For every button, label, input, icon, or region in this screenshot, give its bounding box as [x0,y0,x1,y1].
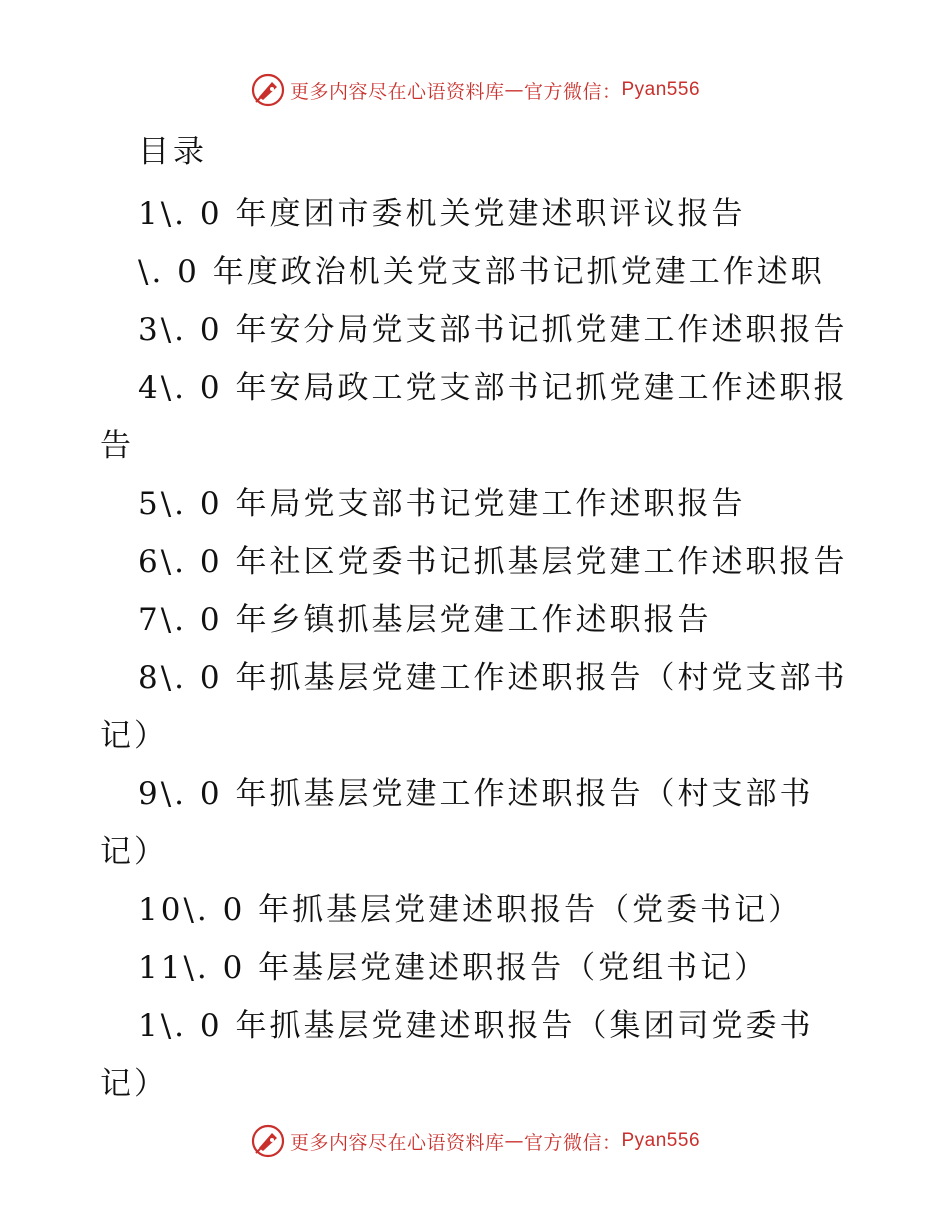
watermark-wechat-label: 官方微信： [523,1131,622,1154]
toc-entry: 6\. 0 年社区党委书记抓基层党建工作述职报告 [138,544,848,580]
watermark-separator: — [504,79,524,101]
toc-entry: 9\. 0 年抓基层党建工作述职报告（村支部书 [138,776,814,812]
toc-entry: \. 0 年度政治机关党支部书记抓党建工作述职 [138,254,825,290]
toc-entry: 7\. 0 年乡镇抓基层党建工作述职报告 [138,602,712,638]
toc-entry: 10\. 0 年抓基层党建述职报告（党委书记） [138,892,803,928]
toc-entry-continuation: 告 [100,428,134,464]
toc-entry-continuation: 记） [100,718,168,754]
pen-nib-logo-icon [250,72,286,108]
watermark-brand-text: 更多内容尽在心语资料库 [289,80,505,103]
watermark-separator: — [504,1130,524,1152]
toc-entry: 3\. 0 年安分局党支部书记抓党建工作述职报告 [138,312,848,348]
pen-nib-logo-icon [250,1123,286,1159]
toc-entry: 8\. 0 年抓基层党建工作述职报告（村党支部书 [138,660,848,696]
toc-entry: 1\. 0 年抓基层党建述职报告（集团司党委书 [138,1008,814,1044]
header-watermark [0,72,950,108]
watermark-wechat-label: 官方微信： [523,80,622,103]
toc-entry: 1\. 0 年度团市委机关党建述职评议报告 [138,196,746,232]
watermark-wechat-id: Pyan556 [621,1130,701,1151]
watermark-wechat-id: Pyan556 [621,79,701,100]
footer-watermark [0,1123,950,1159]
toc-entry-continuation: 记） [100,834,168,870]
toc-entry: 4\. 0 年安局政工党支部书记抓党建工作述职报 [138,370,848,406]
toc-entry: 5\. 0 年局党支部书记党建工作述职报告 [138,486,746,522]
toc-entry: 11\. 0 年基层党建述职报告（党组书记） [138,950,769,986]
toc-heading: 目录 [138,134,208,170]
toc-entry-continuation: 记） [100,1066,168,1102]
watermark-brand-text: 更多内容尽在心语资料库 [289,1131,505,1154]
